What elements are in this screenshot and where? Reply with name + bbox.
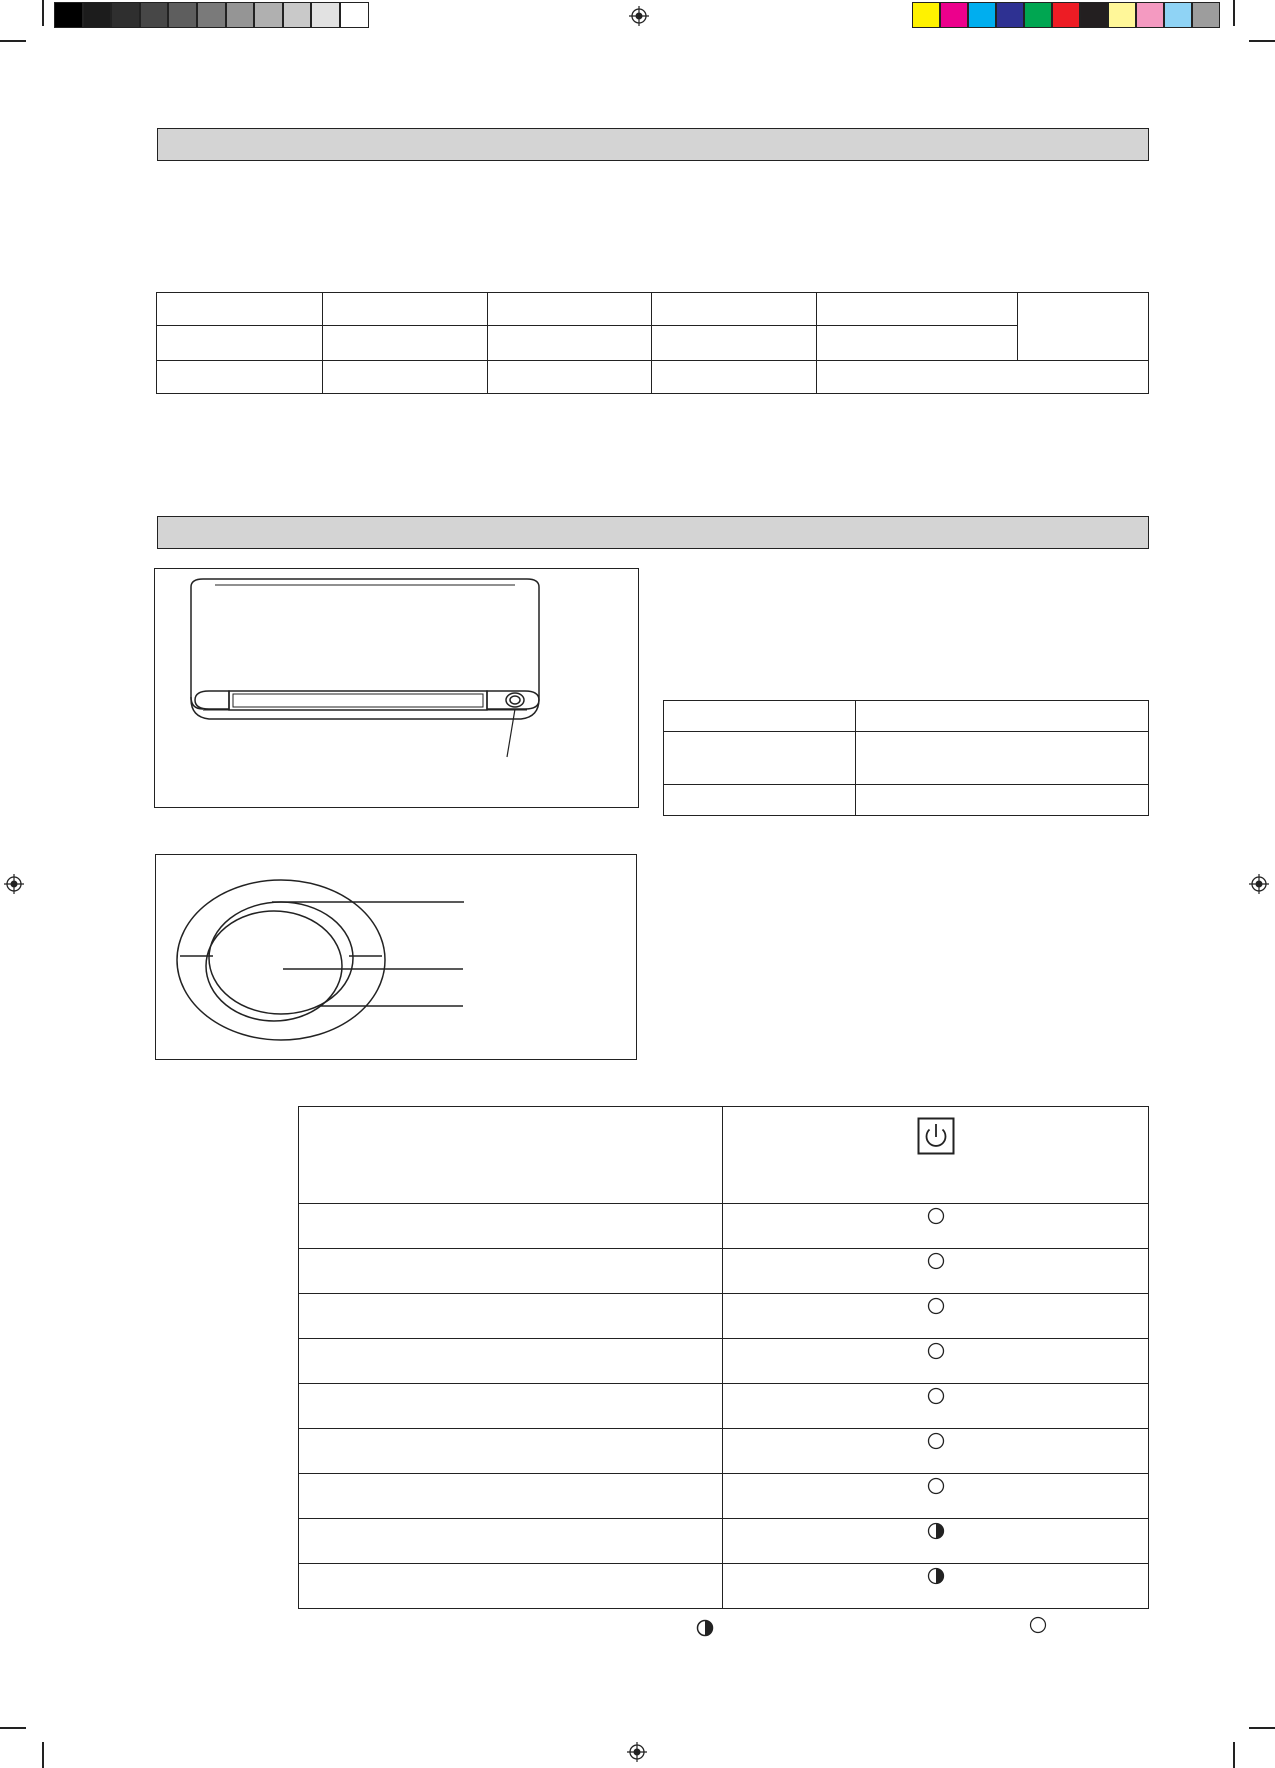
status-state-cell [723, 1564, 1149, 1609]
table-cell [1018, 293, 1149, 361]
color-swatch [1080, 2, 1108, 28]
registration-mark-icon [629, 6, 649, 26]
table-cell [817, 326, 1018, 361]
color-swatch [912, 2, 940, 28]
section-heading-bar [157, 128, 1149, 161]
color-swatch [283, 2, 312, 28]
table-cell [322, 293, 487, 326]
status-state-cell [723, 1249, 1149, 1294]
table-row [299, 1249, 1149, 1294]
table-cell [487, 361, 652, 394]
color-swatch [940, 2, 968, 28]
circle-empty-icon [927, 1342, 945, 1360]
table-cell [664, 785, 856, 816]
registration-mark-icon [4, 874, 24, 894]
circle-half-icon [927, 1522, 945, 1540]
crop-mark [1249, 40, 1275, 42]
color-swatch [54, 2, 83, 28]
table-cell [322, 326, 487, 361]
registration-mark-icon [1249, 874, 1269, 894]
table-cell [855, 732, 1148, 785]
table-row [299, 1294, 1149, 1339]
table-row [299, 1429, 1149, 1474]
color-swatch [1136, 2, 1164, 28]
color-swatch [1108, 2, 1136, 28]
color-swatch [168, 2, 197, 28]
color-swatch [197, 2, 226, 28]
color-swatch [1052, 2, 1080, 28]
crop-mark [42, 0, 44, 26]
table-cell [855, 785, 1148, 816]
circle-empty-icon [927, 1477, 945, 1495]
table-cell [322, 361, 487, 394]
color-swatch [1164, 2, 1192, 28]
table-row [299, 1519, 1149, 1564]
status-state-cell [723, 1384, 1149, 1429]
color-swatch [996, 2, 1024, 28]
button-detail-figure [155, 854, 637, 1060]
circle-empty-icon [927, 1297, 945, 1315]
crop-mark [42, 1742, 44, 1768]
spec-table [156, 292, 1149, 394]
crop-mark [1233, 0, 1235, 26]
circle-empty-icon [927, 1387, 945, 1405]
status-table [298, 1106, 1149, 1609]
status-label-cell [299, 1564, 723, 1609]
table-row [299, 1339, 1149, 1384]
table-row [299, 1474, 1149, 1519]
circle-empty-icon [927, 1252, 945, 1270]
table-cell [855, 701, 1148, 732]
color-swatch [311, 2, 340, 28]
status-label-cell [299, 1429, 723, 1474]
section-heading-bar [157, 516, 1149, 549]
indicator-table [663, 700, 1149, 816]
color-swatch [968, 2, 996, 28]
table-cell [817, 361, 1149, 394]
color-swatch [111, 2, 140, 28]
status-state-cell [723, 1339, 1149, 1384]
table-cell [652, 361, 817, 394]
status-state-cell [723, 1429, 1149, 1474]
color-swatch [1024, 2, 1052, 28]
table-cell [157, 361, 323, 394]
status-table-header-cell [723, 1107, 1149, 1204]
table-row [299, 1564, 1149, 1609]
crop-mark [0, 40, 26, 42]
status-table-header-cell [299, 1107, 723, 1204]
registration-mark-icon [627, 1742, 647, 1762]
status-state-cell [723, 1519, 1149, 1564]
table-cell [487, 326, 652, 361]
status-state-cell [723, 1294, 1149, 1339]
color-swatch [340, 2, 369, 28]
table-cell [157, 326, 323, 361]
indoor-unit-figure [154, 568, 639, 808]
table-cell [664, 732, 856, 785]
table-cell [157, 293, 323, 326]
circle-empty-icon [1029, 1616, 1047, 1634]
color-swatch [226, 2, 255, 28]
color-swatch [254, 2, 283, 28]
status-label-cell [299, 1384, 723, 1429]
table-cell [817, 293, 1018, 326]
table-cell [487, 293, 652, 326]
status-state-cell [723, 1474, 1149, 1519]
circle-half-icon [927, 1567, 945, 1585]
power-button-icon [917, 1117, 955, 1155]
circle-half-icon [696, 1619, 714, 1637]
circle-empty-icon [927, 1207, 945, 1225]
indoor-unit-drawing [155, 569, 640, 809]
table-cell [664, 701, 856, 732]
table-cell [652, 326, 817, 361]
circle-empty-icon [927, 1432, 945, 1450]
status-label-cell [299, 1474, 723, 1519]
color-swatch [83, 2, 112, 28]
crop-mark [1249, 1727, 1275, 1729]
table-row [299, 1204, 1149, 1249]
status-label-cell [299, 1339, 723, 1384]
table-row [299, 1384, 1149, 1429]
crop-mark [1233, 1742, 1235, 1768]
button-detail-drawing [156, 855, 638, 1061]
table-cell [652, 293, 817, 326]
color-swatch [140, 2, 169, 28]
status-label-cell [299, 1294, 723, 1339]
status-label-cell [299, 1519, 723, 1564]
color-swatch [1192, 2, 1220, 28]
status-label-cell [299, 1204, 723, 1249]
status-state-cell [723, 1204, 1149, 1249]
crop-mark [0, 1727, 26, 1729]
status-label-cell [299, 1249, 723, 1294]
